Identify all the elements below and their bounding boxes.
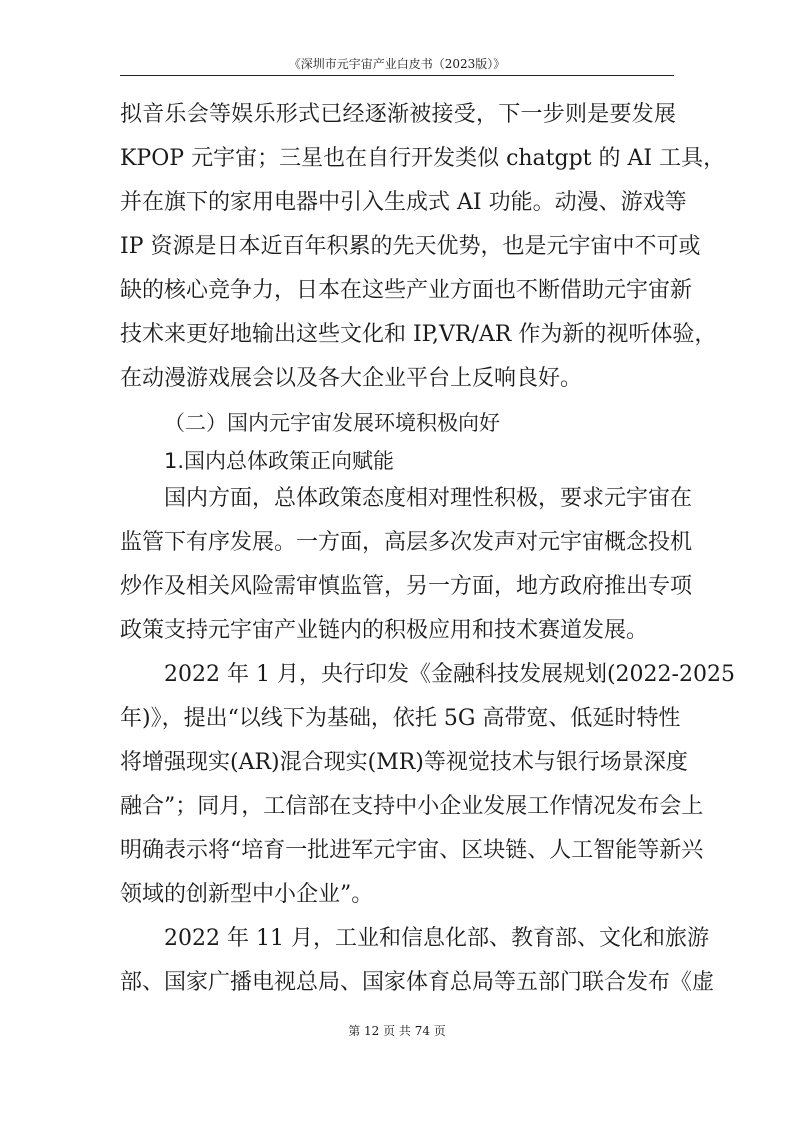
header-rule xyxy=(120,75,674,76)
paragraph-first-line: 2022 年 1 月，央行印发《金融科技发展规划(2022-2025 xyxy=(164,662,735,687)
body-line: KPOP 元宇宙；三星也在自行开发类似 chatgpt 的 AI 工具， xyxy=(120,146,726,171)
body-line: 领域的创新型中小企业”。 xyxy=(120,882,374,907)
paragraph-first-line: 2022 年 11 月，工业和信息化部、教育部、文化和旅游 xyxy=(164,926,709,951)
body-line: 缺的核心竞争力，日本在这些产业方面也不断借助元宇宙新 xyxy=(120,278,693,303)
body-line: 明确表示将“培育一批进军元宇宙、区块链、人工智能等新兴 xyxy=(120,838,704,863)
body-line: 技术来更好地输出这些文化和 IP,VR/AR 作为新的视听体验， xyxy=(120,322,717,347)
body-line: 年)》，提出“以线下为基础，依托 5G 高带宽、低延时特性 xyxy=(120,706,681,731)
body-line: 融合”；同月，工信部在支持中小企业发展工作情况发布会上 xyxy=(120,794,704,819)
page-footer: 第 12 页 共 74 页 xyxy=(348,1024,446,1038)
body-line: 在动漫游戏展会以及各大企业平台上反响良好。 xyxy=(120,366,583,391)
body-line: 将增强现实(AR)混合现实(MR)等视觉技术与银行场景深度 xyxy=(120,750,688,775)
body-line: 并在旗下的家用电器中引入生成式 AI 功能。动漫、游戏等 xyxy=(120,190,687,215)
body-line: IP 资源是日本近百年积累的先天优势，也是元宇宙中不可或 xyxy=(120,234,701,259)
section-heading: （二）国内元宇宙发展环境积极向好 xyxy=(164,411,500,435)
subsection-heading: 1.国内总体政策正向赋能 xyxy=(164,449,395,473)
body-line: 部、国家广播电视总局、国家体育总局等五部门联合发布《虚 xyxy=(120,970,715,995)
body-line: 拟音乐会等娱乐形式已经逐渐被接受，下一步则是要发展 xyxy=(120,102,676,127)
document-body xyxy=(120,96,735,1008)
page-header: 《深圳市元宇宙产业白皮书（2023版）》 xyxy=(288,57,506,71)
body-line: 炒作及相关风险需审慎监管，另一方面，地方政府推出专项 xyxy=(120,574,693,599)
body-line: 监管下有序发展。一方面，高层多次发声对元宇宙概念投机 xyxy=(120,530,693,555)
body-line: 政策支持元宇宙产业链内的积极应用和技术赛道发展。 xyxy=(120,618,649,643)
paragraph-first-line: 国内方面，总体政策态度相对理性积极，要求元宇宙在 xyxy=(164,486,693,511)
